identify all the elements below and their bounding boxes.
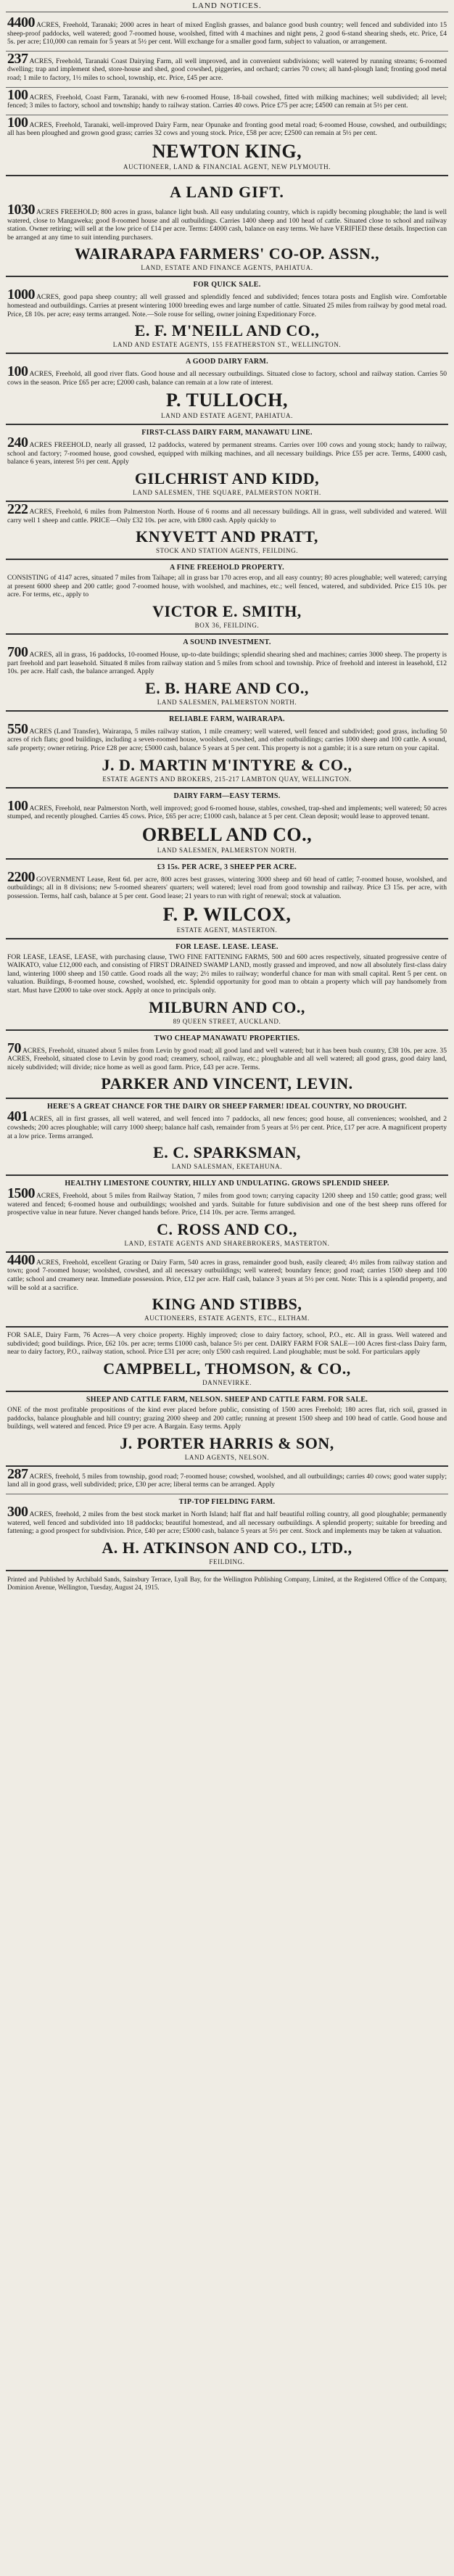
advertiser-name: VICTOR E. SMITH, — [152, 602, 302, 621]
ad-text: ACRES, freehold, 5 miles from township, good road; 7-roomed house; cowshed, woolshed, and all outbuildings; carries 40 cows; good water supply; land all in good grass, well subdivided; price, £30 per acre; liberal terms can be arranged. Apply — [7, 1472, 447, 1489]
ad-acreage: 1000 — [7, 287, 35, 303]
ad-text: ACRES, good papa sheep country; all well grassed and splendidly fenced and subdivided; fences totara posts and English wire. Comfortable homestead and outbuildings. Carries at present wintering 1000 breeding ewes and large number of cattle. Situated 25 miles from railway by good metal road. Price, £8 10s. per acre; easy terms arranged. Note.—Sole rouse for selling, owner joining Expeditionary Force. — [7, 293, 447, 318]
ad-acreage: 1030 — [7, 201, 35, 218]
ad-body — [7, 435, 447, 466]
advertiser-name: E. B. HARE AND CO., — [145, 678, 309, 697]
ad-body — [7, 1251, 447, 1292]
ad-body — [7, 86, 447, 110]
ad-acreage: 240 — [7, 435, 28, 451]
advertiser-address: LAND SALESMEN, THE SQUARE, PALMERSTON NORTH. — [133, 489, 321, 497]
advertiser-name: KING AND STIBBS, — [152, 1295, 302, 1314]
ad-text: ACRES, Freehold, Taranaki Coast Dairying Farm, all well improved, and in convenient subdivisions; well watered by running streams; 6-roomed dwelling; trap and implement shed, store-house and shed, good cowshed, piggeries, and orchard; carries 70 cows; all hand-plough land; fronting good metal road; 1 mile to factory, 1½ miles to school, township, etc. Price, £45 per acre. — [7, 57, 447, 82]
advertiser-name: C. ROSS AND CO., — [157, 1219, 297, 1238]
classified-ad — [6, 789, 448, 860]
ad-text: ACRES FREEHOLD; 800 acres in grass, balance light bush. All easy undulating country, which is rapidly becoming ploughable; the land is well watered, close to Mangaweka; good 8-roomed house and all outbuildings. Carries 1400 sheep and 100 head of cattle. Situated close to school and railway station. Owner retiring; will sell at the low price of £14 per acre. Terms: £4000 cash, balance on easy terms. We have VERIFIED these details. Inspection can be arranged at any time to suit intending purchasers. — [7, 207, 447, 242]
ad-text: ACRES, all in first grasses, all well watered, and well fenced into 7 paddocks, all new fences; good house, all conveniences; woolshed, and 2 cowsheds; 200 acres ploughable; will carry 1000 sheep; balance half cash, remainder from 5 years at 5½ per cent. Price, £17 per acre. A magnificent property at a low price. Terms arranged. — [7, 1115, 447, 1140]
classified-ad — [6, 1467, 448, 1494]
advertiser-address: 89 QUEEN STREET, AUCKLAND. — [173, 1017, 281, 1025]
classified-ad — [6, 635, 448, 712]
classified-ad — [6, 712, 448, 789]
section-header: LAND NOTICES. — [6, 1, 448, 12]
classified-ad — [6, 560, 448, 635]
ad-acreage: 237 — [7, 50, 28, 67]
ad-text: ONE of the most profitable propositions of the kind ever placed before public, consisting of 1500 acres Freehold; 180 acres flat, rich soil, grassed in paddocks, balance ploughable and hill country; grazing 2000 sheep and 200 cattle; running at present 1500 sheep and 100 head of cattle. Good house and buildings, well watered and fenced. Price £9 per acre. A Bargain. Easy terms. Apply — [7, 1406, 447, 1431]
ad-body — [7, 501, 447, 524]
ad-text: CONSISTING of 4147 acres, situated 7 miles from Taihape; all in grass bar 170 acres erop, and all easy country; 80 acres ploughable; well watered; carrying at present 6000 sheep and 200 cattle; good 7-roomed house, with woolshed, and machines, etc.; well fenced, watered, and subdivided. Price £15 10s. per acre. For terms, etc., apply to — [7, 574, 447, 599]
classified-ad — [6, 1494, 448, 1571]
advertiser-address: DANNEVIRKE. — [202, 1379, 252, 1387]
ad-headline: HERE'S A GREAT CHANCE FOR THE DAIRY OR SHEEP FARMER! IDEAL COUNTRY, NO DROUGHT. — [46, 1103, 408, 1111]
ad-body — [7, 574, 447, 599]
ad-body — [7, 1331, 447, 1357]
ad-body — [7, 953, 447, 995]
ad-text: ACRES, Freehold, near Palmerston North, well improved; good 6-roomed house, stables, cowshed, trap-shed and implements; well watered; 50 acres stumped, and recently ploughed. Carries 45 cows. Price, £65 per acre; £1000 cash, balance at 5 per cent. Clean deposit; would lease to approved tenant. — [7, 804, 447, 821]
advertiser-name: GILCHRIST AND KIDD, — [134, 469, 320, 488]
classified-ad — [6, 1176, 448, 1253]
advertiser-address: LAND SALESMEN, PALMERSTON NORTH. — [157, 698, 297, 706]
advertiser-name: J. PORTER HARRIS & SON, — [120, 1433, 334, 1452]
classified-ad — [6, 15, 448, 52]
advertiser-name: P. TULLOCH, — [165, 390, 289, 411]
ad-acreage: 550 — [7, 720, 28, 737]
ad-headline: DAIRY FARM—EASY TERMS. — [173, 791, 281, 800]
ad-text: ACRES, Freehold, Coast Farm, Taranaki, with new 6-roomed House, 18-bail cowshed, fitted with milking machines; well subdivided; all level; fenced; 3 miles to factory, school and township; handy to railway station. Carries 40 cows. Price £75 per acre; £4500 can remain at 5½ per cent. — [7, 93, 447, 110]
ad-headline: A GOOD DAIRY FARM. — [186, 358, 268, 366]
advertiser-address: ESTATE AGENT, MASTERTON. — [176, 926, 278, 934]
classified-ad — [6, 176, 448, 277]
classified-ad — [6, 1328, 448, 1392]
ad-body — [7, 1108, 447, 1140]
ad-headline: A SOUND INVESTMENT. — [183, 638, 271, 647]
ad-body — [7, 114, 447, 138]
classified-ad — [6, 939, 448, 1031]
ad-acreage: 100 — [7, 363, 28, 380]
advertiser-address: FEILDING. — [209, 1557, 245, 1565]
ad-body — [7, 1504, 447, 1536]
advertiser-name: J. D. MARTIN M'INTYRE & CO., — [102, 755, 352, 774]
ad-headline: FOR LEASE. LEASE. LEASE. — [176, 942, 278, 951]
ad-body — [7, 797, 447, 821]
ad-text: ACRES, Freehold, 6 miles from Palmerston North. House of 6 rooms and all necessary buildings. All in grass, well subdivided and watered. Will carry well 1 sheep and cattle. PRICE—Only £32 10s. per acre, with £800 cash. Apply quickly to — [7, 508, 447, 524]
ad-body — [7, 868, 447, 901]
ad-headline: TWO CHEAP MANAWATU PROPERTIES. — [154, 1034, 300, 1042]
ad-body — [7, 201, 447, 242]
advertiser-name: ORBELL AND CO., — [141, 823, 313, 845]
advertiser-address: LAND SALESMAN, EKETAHUNA. — [171, 1163, 283, 1171]
ad-acreage: 4400 — [7, 15, 35, 30]
ad-acreage: 222 — [7, 501, 28, 518]
ad-text: ACRES, Freehold, situated about 5 miles from Levin by good road; all good land and well watered; but it has been bush country, £38 10s. per acre. 35 ACRES, Freehold, situated close to Levin by good road; creamery, school, railway, etc.; ploughable and all well watered; all good grass, good dairy land, nicely subdivided; will divide; nice home as well as good farm. Price, £43 per acre. Terms. — [7, 1046, 447, 1071]
ad-acreage: 4400 — [7, 1251, 35, 1268]
advertiser-address: AUCTIONEERS, ESTATE AGENTS, ETC., ELTHAM. — [144, 1314, 310, 1322]
ad-acreage: 1500 — [7, 1185, 35, 1202]
ad-text: FOR LEASE, LEASE, LEASE, with purchasing clause, TWO FINE FATTENING FARMS, 500 and 600 acres respectively, situated progressive centre of WAIKATO, value £12,000 each, and consisting of FIRST DRAINED SWAMP LAND, mostly grassed and improved, and now all absolutely first-class dairy land, wintering 1000 sheep and 150 cattle. Good roads all the way; 2½ miles to railway; wonderful chance for man with small capital. Rent 5 per cent. on valuation. Buildings, 8-roomed house, cowshed, woolshed, etc. Splendid opportunity for good man to obtain a property which will pay handsomely from start. Must have £2000 to take over stock. Apply at once to principals only. — [7, 952, 447, 995]
ad-body — [7, 363, 447, 387]
ad-headline: TIP-TOP FIELDING FARM. — [178, 1498, 276, 1506]
advertiser-address: LAND, ESTATE AGENTS AND SHAREBROKERS, MASTERTON. — [124, 1239, 330, 1247]
ad-headline: RELIABLE FARM, WAIRARAPA. — [169, 715, 285, 723]
advertiser-address: LAND AND ESTATE AGENTS, 155 FEATHERSTON ST., WELLINGTON. — [112, 341, 342, 349]
ad-text: ACRES, Freehold, all good river flats. Good house and all necessary outbuildings. Situated close to factory, school and railway station. Carries 50 cows in the season. Price £65 per acre; £2000 cash, balance can remain at a low rate of interest. — [7, 370, 447, 387]
newspaper-page — [6, 0, 448, 1592]
ad-body — [7, 15, 447, 46]
ad-text: FOR SALE, Dairy Farm, 76 Acres—A very choice property. Highly improved; close to dairy factory, school, P.O., etc. All in grass. Well watered and subdivided; good buildings. Price, £62 10s. per acre; terms £1000 cash, balance 5½ per cent. DAIRY FARM FOR SALE—100 Acres first-class Dairy farm, near to dairy factory, P.O., railway station, school. Price £31 per acre; only £500 cash required. Land ploughable; must be sold. For particulars apply — [7, 1331, 447, 1357]
ad-acreage: 2200 — [7, 868, 35, 885]
classified-ad — [6, 1099, 448, 1176]
ad-headline: FIRST-CLASS DAIRY FARM, MANAWATU LINE. — [141, 429, 313, 437]
ad-text: ACRES (Land Transfer), Wairarapa, 5 miles railway station, 1 mile creamery; well watered, well fenced and subdivided; good grass, including 50 acres of rich flats; good buildings, including a seven-roomed house, woolshed, cowshed, and other outbuildings; carries 1000 sheep and 100 cattle. A sound, safe property; owner retiring. Price £28 per acre; £5000 cash, balance 5 years at 5 per cent. This property is not a gamble; it is a sure return on your capital. — [7, 727, 447, 752]
advertiser-address: LAND AGENTS, NELSON. — [184, 1453, 270, 1461]
ad-headline: A FINE FREEHOLD PROPERTY. — [170, 564, 284, 572]
advertiser-address: BOX 36, FEILDING. — [194, 622, 260, 630]
ad-acreage: 100 — [7, 114, 28, 131]
advertiser-address: AUCTIONEER, LAND & FINANCIAL AGENT, NEW PLYMOUTH. — [123, 162, 331, 170]
classified-ad — [6, 425, 448, 502]
advertiser-address: ESTATE AGENTS AND BROKERS, 215-217 LAMBTON QUAY, WELLINGTON. — [102, 775, 352, 783]
advertiser-address: STOCK AND STATION AGENTS, FEILDING. — [155, 547, 299, 555]
ad-acreage: 100 — [7, 797, 28, 814]
classified-ad — [6, 860, 448, 939]
ad-text: ACRES, freehold, 2 miles from the best stock market in North Island; half flat and half beautiful rolling country, all good ploughable; permanently watered, well fenced and subdivided into 18 paddocks; beautiful homestead, and all necessary outbuildings. A splendid property; suitable for breeding and fattening; a good prospect for subdivision. Price, £40 per acre; £5000 cash, balance 5 years at 5½ per cent. Stock and implements may be taken at valuation. — [7, 1510, 447, 1536]
ad-text: ACRES, Freehold, Taranaki; 2000 acres in heart of mixed English grasses, and balance good bush country; well fenced and subdivided into 15 sheep-proof paddocks, well watered; good 7-roomed house, woolshed, fitted with 4 machines and night pens, 2 good 6-stand shearing sheds, etc. Price, £4 5s. per acre; £10,000 can remain for 5 years at 5½ per cent. Will exchange for a smaller good farm, subject to valuation, or arrangement. — [7, 21, 447, 46]
ad-headline: FOR QUICK SALE. — [193, 281, 261, 289]
classified-ad — [6, 277, 448, 354]
imprint-footer: Printed and Published by Archibald Sands, Sainsbury Terrace, Lyall Bay, for the Wellington Publishing Company, Limited, at the Registered Office of the Company, Dominion Avenue, Wellington, Tuesday, August 24, 1915. — [7, 1575, 447, 1591]
ad-acreage: 300 — [7, 1504, 28, 1520]
advertiser-name: NEWTON KING, — [152, 140, 302, 162]
advertiser-address: LAND AND ESTATE AGENT, PAHIATUA. — [161, 412, 293, 420]
ad-text: ACRES, Freehold, Taranaki, well-improved Dairy Farm, near Opunake and fronting good metal road; 6-roomed House, cowshed, and outbuildings; all has been ploughed and grown good grass; carries 32 cows and young stock. Price, £58 per acre; £2500 can remain at 5½ per cent. — [7, 120, 447, 138]
advertiser-name: A. H. ATKINSON AND CO., LTD., — [102, 1538, 352, 1557]
ad-acreage: 700 — [7, 644, 28, 661]
ad-acreage: 401 — [7, 1108, 28, 1125]
classified-ad — [6, 1253, 448, 1328]
classified-ad — [6, 1031, 448, 1100]
ad-body — [7, 1185, 447, 1217]
advertiser-address: LAND, ESTATE AND FINANCE AGENTS, PAHIATUA. — [141, 264, 313, 272]
ad-text: GOVERNMENT Lease, Rent 6d. per acre, 800 acres best grasses, wintering 3000 sheep and 60 head of cattle; 7-roomed house, woolshed, and outbuildings; all in 8 divisions; new 5-roomed shearers' quarters; well watered; level road from good township and railway. Price £3 15s. per acre, with possession. Terms, half cash, balance at 5 per cent. Good lease; 21 years to run with right of renewal; stock at valuation. — [7, 875, 447, 900]
advertiser-address: LAND SALESMEN, PALMERSTON NORTH. — [157, 846, 297, 854]
advertiser-name: MILBURN AND CO., — [149, 997, 305, 1016]
ad-acreage: 287 — [7, 1465, 28, 1482]
classified-ad — [6, 354, 448, 425]
advertiser-name: WAIRARAPA FARMERS' CO-OP. ASSN., — [74, 244, 380, 263]
ad-acreage: 70 — [7, 1040, 21, 1056]
classified-ad — [6, 88, 448, 115]
ad-headline: SHEEP AND CATTLE FARM, NELSON. SHEEP AND CATTLE FARM. FOR SALE. — [86, 1396, 368, 1404]
ad-text: ACRES, all in grass, 16 paddocks, 10-roomed House, up-to-date buildings; splendid shearing shed and machines; carries 3000 sheep. The property is part freehold and part leasehold. Situated 8 miles from railway station and 5 miles from school and township. Price of freehold and interest in leasehold, £12 10s. per acre. Half cash, the balance arranged. Apply — [7, 651, 447, 676]
advertiser-name: F. P. WILCOX, — [162, 903, 292, 925]
ad-body — [7, 50, 447, 83]
classified-ad — [6, 52, 448, 88]
ad-headline: A LAND GIFT. — [170, 182, 284, 201]
ad-acreage: 100 — [7, 86, 28, 103]
classified-ad — [6, 502, 448, 560]
ad-text: ACRES, Freehold, about 5 miles from Railway Station, 7 miles from good town; carrying capacity 1200 sheep and 150 cattle; good grass; well watered and fenced; 6-roomed house and outbuildings; woolshed and yards. Suitable for future subdivision and one of the best sheep runs offered for prospective value in near future. Never changed hands before. Price, £14 10s. per acre. Terms arranged. — [7, 1192, 447, 1217]
ad-body — [7, 1465, 447, 1489]
ad-text: ACRES FREEHOLD, nearly all grassed, 12 paddocks, watered by permanent streams. Carries over 100 cows and young stock; handy to railway, school and factory; 7-roomed house, good cowshed, equipped with milking machines, and all necessary buildings. Price £55 per acre. Terms, £4000 cash, balance 6 years, interest 5½ per cent. Apply — [7, 441, 447, 466]
classified-ad — [6, 1392, 448, 1467]
advertiser-name: CAMPBELL, THOMSON, & CO., — [103, 1359, 351, 1378]
ad-body — [7, 1406, 447, 1431]
ad-body — [7, 720, 447, 753]
ad-headline: HEALTHY LIMESTONE COUNTRY, HILLY AND UNDULATING. GROWS SPLENDID SHEEP. — [65, 1180, 389, 1188]
classified-ad — [6, 115, 448, 176]
advertiser-name: E. C. SPARKSMAN, — [153, 1143, 301, 1162]
ad-body — [7, 287, 447, 318]
ad-headline: £3 15s. PER ACRE, 3 SHEEP PER ACRE. — [157, 863, 297, 871]
ad-body — [7, 644, 447, 676]
advertiser-name: PARKER AND VINCENT, LEVIN. — [101, 1074, 353, 1093]
advertiser-name: E. F. M'NEILL AND CO., — [134, 321, 320, 340]
ads-column — [6, 15, 448, 1571]
ad-text: ACRES, Freehold, excellent Grazing or Dairy Farm, 540 acres in grass, remainder good bush, easily cleared; 4½ miles from railway station and town; good 7-roomed house; woolshed, cowshed, and all necessary outbuildings; well watered; boundary fence; good road; carries 1500 sheep and 100 cattle; school and creamery near. Immediate possession. Price, £12 per acre. Half cash, balance 3 years at 5½ per cent. Note: This is a splendid property, and will be sold at a sacrifice. — [7, 1258, 447, 1292]
ad-body — [7, 1040, 447, 1072]
advertiser-name: KNYVETT AND PRATT, — [136, 527, 318, 546]
